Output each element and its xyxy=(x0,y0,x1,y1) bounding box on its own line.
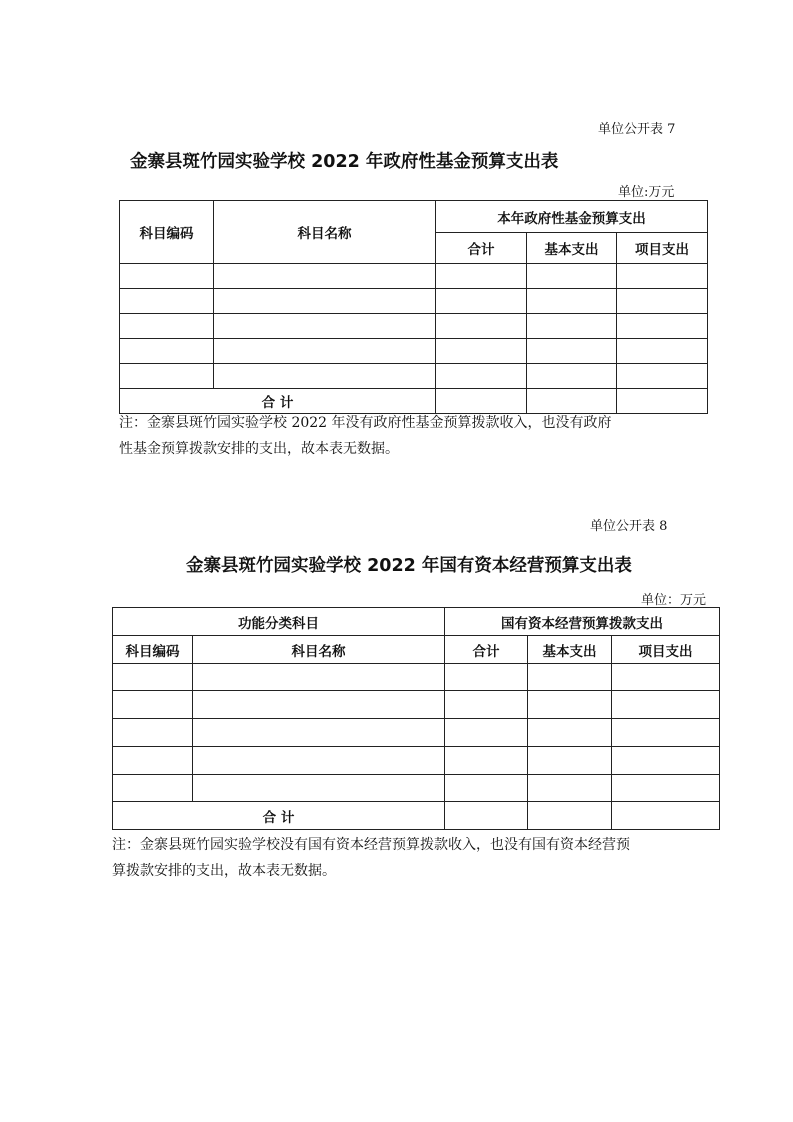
header-basic-expenditure: 基本支出 xyxy=(527,233,617,264)
table-row xyxy=(120,289,708,314)
government-fund-expenditure-table xyxy=(119,200,708,414)
table-row xyxy=(113,719,720,747)
table-note xyxy=(112,832,722,884)
note-line: 注：金寨县斑竹园实验学校 2022 年没有政府性基金预算拨款收入，也没有政府 xyxy=(119,415,612,431)
page-title: 金寨县斑竹园实验学校 2022 年国有资本经营预算支出表 xyxy=(186,556,632,576)
table-row xyxy=(120,364,708,389)
table-row xyxy=(113,775,720,802)
header-subject-name: 科目名称 xyxy=(214,201,436,264)
header-project-expenditure: 项目支出 xyxy=(617,233,708,264)
table-number-label: 单位公开表 7 xyxy=(598,122,676,137)
total-row-label: 合 计 xyxy=(120,389,436,414)
header-subject-name: 科目名称 xyxy=(193,636,445,664)
table-row xyxy=(113,747,720,775)
header-functional-classification: 功能分类科目 xyxy=(113,608,445,636)
table-row xyxy=(120,339,708,364)
header-basic-expenditure: 基本支出 xyxy=(528,636,612,664)
table-row xyxy=(120,314,708,339)
total-row xyxy=(113,802,720,830)
unit-label: 单位：万元 xyxy=(641,593,707,608)
state-capital-expenditure-table xyxy=(112,607,720,830)
header-project-expenditure: 项目支出 xyxy=(612,636,720,664)
table-row xyxy=(113,691,720,719)
header-subject-code: 科目编码 xyxy=(113,636,193,664)
header-fund-expenditure-group: 本年政府性基金预算支出 xyxy=(436,201,708,233)
note-line: 算拨款安排的支出，故本表无数据。 xyxy=(112,863,336,879)
table-row xyxy=(120,264,708,289)
table-number-label: 单位公开表 8 xyxy=(590,519,668,534)
note-line: 性基金预算拨款安排的支出，故本表无数据。 xyxy=(119,441,399,457)
unit-label: 单位:万元 xyxy=(618,185,675,200)
note-line: 注：金寨县斑竹园实验学校没有国有资本经营预算拨款收入，也没有国有资本经营预 xyxy=(112,837,630,853)
header-subject-code: 科目编码 xyxy=(120,201,214,264)
total-row-label: 合 计 xyxy=(113,802,445,830)
header-total: 合计 xyxy=(436,233,527,264)
header-capital-expenditure-group: 国有资本经营预算拨款支出 xyxy=(445,608,720,636)
table-note xyxy=(119,410,719,462)
page-title: 金寨县斑竹园实验学校 2022 年政府性基金预算支出表 xyxy=(130,152,559,172)
header-total: 合计 xyxy=(445,636,528,664)
table-row xyxy=(113,664,720,691)
